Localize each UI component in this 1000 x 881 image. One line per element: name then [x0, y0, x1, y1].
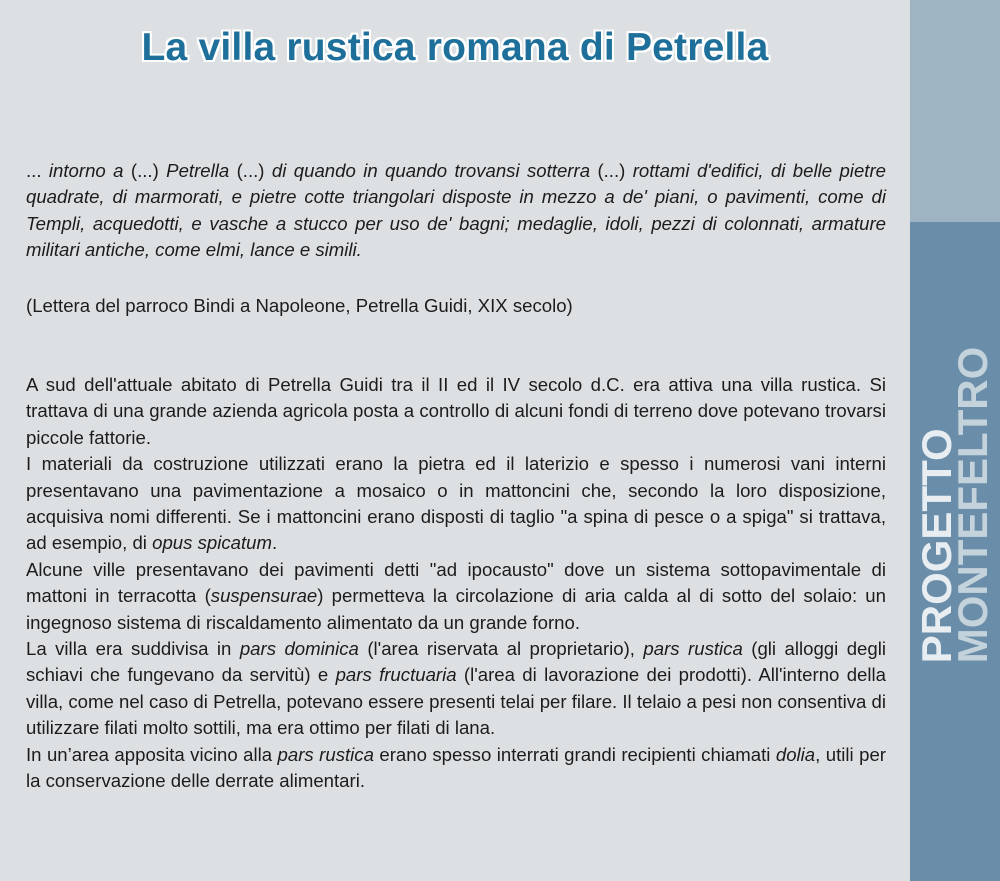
- quote-segment: (...): [229, 160, 272, 181]
- quote-segment-italic: intorno a: [48, 160, 124, 181]
- term-pars-fructuaria: pars fructuaria: [335, 664, 457, 686]
- paragraph-3-end: ) permetteva la circolazione di aria calda al di sotto del solaio: un ingegnoso sistema di riscaldamento alimentato da un grande forno.: [26, 585, 886, 633]
- quote-segment-italic: di quando in quando trovansi sotterra: [271, 160, 591, 181]
- paragraph-2-end: .: [272, 532, 278, 554]
- paragraph-3: [26, 557, 886, 636]
- paragraph-4-end: (l'area di lavorazione dei prodotti). All'interno della villa, come nel caso di Petrella, potevano essere presenti telai per filare. Il telaio a pesi non consentiva di utilizzare filati molto sottili, ma era ottimo per filati di lana.: [26, 664, 886, 739]
- paragraph-4: [26, 636, 886, 742]
- paragraph-2-text: I materiali da costruzione utilizzati erano la pietra ed il laterizio e spesso i numerosi vani interni presentavano una pavimentazione a mosaico o in mattoncini che, secondo la loro disposizione, acquisiva nomi differenti. Se i mattoncini erano disposti di taglio "a spina di pesce o a spiga" si trattava, ad esempio, di: [26, 453, 886, 554]
- paragraph-5: [26, 742, 886, 795]
- term-opus-spicatum: opus spicatum: [152, 532, 272, 554]
- sidebar-brand: [913, 346, 996, 664]
- paragraph-5-text: In un’area apposita vicino alla: [26, 743, 278, 765]
- quote-segment: (...): [123, 160, 167, 181]
- paragraph-4-text: (l'area riservata al proprietario),: [358, 638, 644, 660]
- paragraph-3-text: Alcune ville presentavano dei pavimenti detti "ad ipocausto" dove un sistema sottopavimentale di mattoni in terracotta (: [26, 558, 886, 607]
- quote-segment-italic: Petrella: [166, 160, 230, 181]
- paragraph-5-text: erano spesso interrati grandi recipienti chiamati: [373, 743, 776, 765]
- quote-segment-italic: rottami d'edifici, di belle pietre quadrate, di marmorati, e pietre cotte triangolari disposte in mezzo a de' piani, o pavimenti, come di Templi, acquedotti, e vasche a stucco per uso de' bagni; medaglie, idoli, pezzi di colonnati, armature militari antiche, come elmi, lance e simili.: [26, 160, 886, 261]
- brand-line-progetto: PROGETTO: [913, 428, 960, 664]
- term-pars-rustica: pars rustica: [277, 743, 374, 765]
- quote-segment: (...): [590, 160, 633, 181]
- page-title: La villa rustica romana di Petrella: [141, 26, 769, 69]
- paragraph-1: A sud dell'attuale abitato di Petrella Guidi tra il II ed il IV secolo d.C. era attiva una villa rustica. Si trattava di una grande azienda agricola posta a controllo di alcuni fondi di terreno dove potevano trovarsi piccole fattorie.: [26, 374, 886, 448]
- term-dolia: dolia: [775, 743, 816, 765]
- paragraph-4-text: La villa era suddivisa in: [26, 638, 240, 660]
- historical-quote: [26, 158, 886, 264]
- paragraph-5-end: , utili per la conservazione delle derrate alimentari.: [26, 743, 886, 792]
- paragraph-4-text: (gli alloggi degli schiavi che fungevano da servitù) e: [26, 638, 887, 686]
- brand-line-montefeltro: MONTEFELTRO: [949, 346, 996, 664]
- quote-citation: (Lettera del parroco Bindi a Napoleone, Petrella Guidi, XIX secolo): [26, 295, 573, 316]
- article-body: [26, 372, 886, 795]
- quote-segment: ...: [26, 160, 49, 181]
- term-pars-dominica: pars dominica: [239, 638, 359, 660]
- term-suspensurae: suspensurae: [210, 585, 318, 607]
- paragraph-2: [26, 451, 886, 557]
- term-pars-rustica: pars rustica: [643, 638, 743, 660]
